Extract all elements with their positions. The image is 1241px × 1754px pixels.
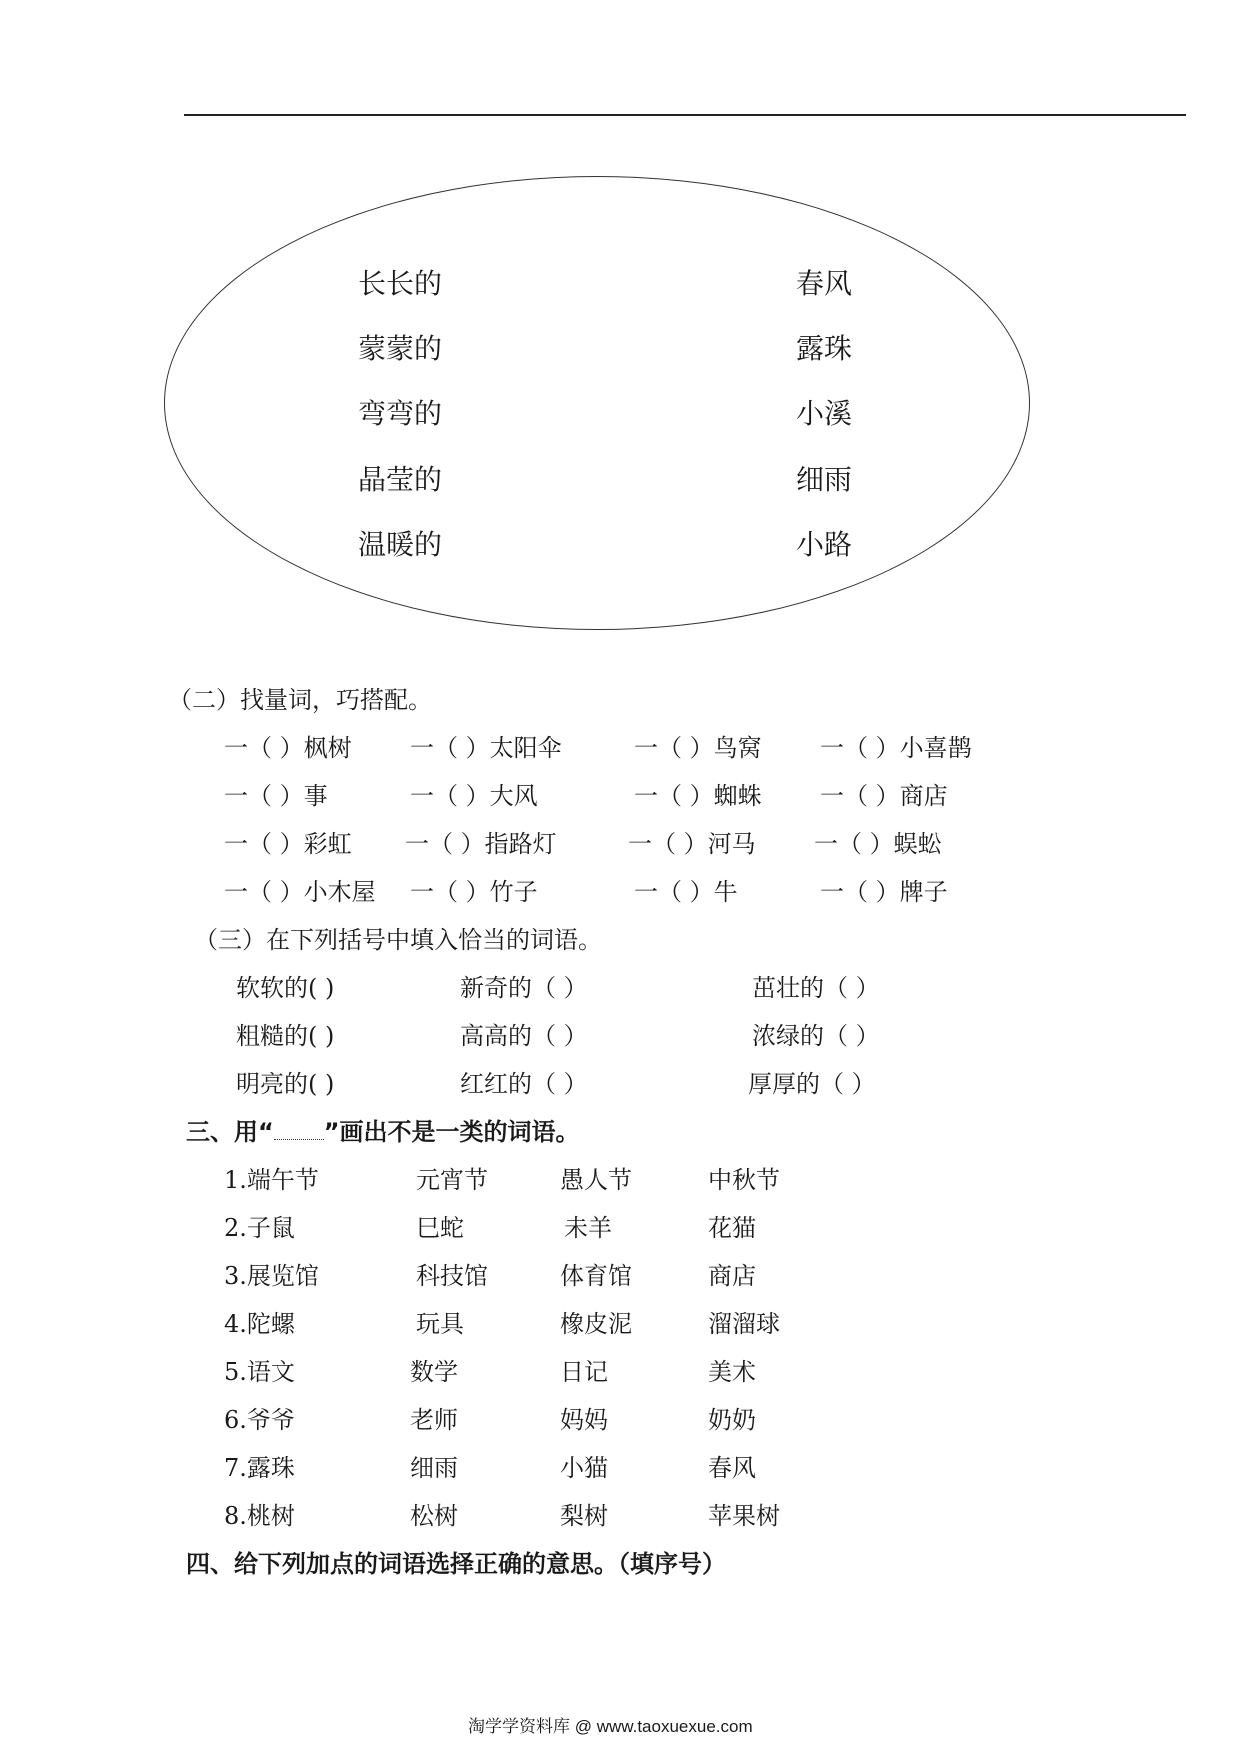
word-group-item: 2.子鼠 xyxy=(224,1214,295,1242)
classifier-item: 一（ ）河马 xyxy=(628,830,756,858)
oval-left-word: 晶莹的 xyxy=(358,463,443,496)
classifier-item: 一（ ）蜘蛛 xyxy=(634,782,762,810)
word-group-item: 梨树 xyxy=(560,1502,608,1530)
classifier-item: 一（ ）小喜鹊 xyxy=(820,734,972,762)
word-group-item: 细雨 xyxy=(410,1454,458,1482)
header-rule xyxy=(184,114,1186,116)
word-group-item: 苹果树 xyxy=(708,1502,780,1530)
classifier-item: 一（ ）竹子 xyxy=(410,878,538,906)
word-group-item: 橡皮泥 xyxy=(560,1310,632,1338)
fill-blank-item: 茁壮的（ ） xyxy=(752,974,880,1002)
word-group-item: 玩具 xyxy=(416,1310,464,1338)
fill-blank-item: 新奇的（ ） xyxy=(460,974,588,1002)
oval-right-word: 小溪 xyxy=(796,397,853,430)
word-group-item: 7.露珠 xyxy=(224,1454,295,1482)
footer-watermark: 淘学学资料库 @ www.taoxuexue.com xyxy=(468,1717,753,1736)
fill-blank-item: 明亮的( ) xyxy=(236,1070,335,1098)
word-group-item: 春风 xyxy=(708,1454,756,1482)
word-group-item: 巳蛇 xyxy=(416,1214,464,1242)
oval-right-word: 春风 xyxy=(796,267,853,300)
classifier-item: 一（ ）牛 xyxy=(634,878,738,906)
word-group-item: 中秋节 xyxy=(708,1166,780,1194)
word-group-item: 妈妈 xyxy=(560,1406,608,1434)
classifier-item: 一（ ）指路灯 xyxy=(405,830,557,858)
part-heading: 四、给下列加点的词语选择正确的意思。（填序号） xyxy=(186,1550,726,1578)
oval-left-word: 弯弯的 xyxy=(358,397,443,430)
word-group-item: 5.语文 xyxy=(224,1358,295,1386)
classifier-item: 一（ ）小木屋 xyxy=(224,878,376,906)
classifier-item: 一（ ）枫树 xyxy=(224,734,352,762)
word-group-item: 商店 xyxy=(708,1262,756,1290)
fill-blank-item: 软软的( ) xyxy=(236,974,335,1002)
classifier-item: 一（ ）蜈蚣 xyxy=(814,830,942,858)
matching-oval xyxy=(164,176,1030,630)
underline-sample xyxy=(274,1117,324,1140)
oval-left-word: 长长的 xyxy=(358,267,443,300)
word-group-item: 愚人节 xyxy=(560,1166,632,1194)
oval-right-word: 小路 xyxy=(796,528,853,561)
word-group-item: 3.展览馆 xyxy=(224,1262,319,1290)
oval-right-word: 露珠 xyxy=(796,332,853,365)
fill-blank-item: 红红的（ ） xyxy=(460,1070,588,1098)
oval-left-word: 温暖的 xyxy=(358,528,443,561)
word-group-item: 科技馆 xyxy=(416,1262,488,1290)
word-group-item: 体育馆 xyxy=(560,1262,632,1290)
classifier-item: 一（ ）彩虹 xyxy=(224,830,352,858)
classifier-item: 一（ ）鸟窝 xyxy=(634,734,762,762)
word-group-item: 4.陀螺 xyxy=(224,1310,295,1338)
word-group-item: 老师 xyxy=(410,1406,458,1434)
word-group-item: 松树 xyxy=(410,1502,458,1530)
classifier-item: 一（ ）牌子 xyxy=(820,878,948,906)
fill-blank-item: 浓绿的（ ） xyxy=(752,1022,880,1050)
word-group-item: 8.桃树 xyxy=(224,1502,295,1530)
word-group-item: 1.端午节 xyxy=(224,1166,319,1194)
word-group-item: 溜溜球 xyxy=(708,1310,780,1338)
oval-right-word: 细雨 xyxy=(796,463,853,496)
fill-blank-item: 粗糙的( ) xyxy=(236,1022,335,1050)
classifier-item: 一（ ）大风 xyxy=(410,782,538,810)
fill-blank-item: 高高的（ ） xyxy=(460,1022,588,1050)
section-heading: （三）在下列括号中填入恰当的词语。 xyxy=(194,926,602,954)
word-group-item: 日记 xyxy=(560,1358,608,1386)
word-group-item: 美术 xyxy=(708,1358,756,1386)
word-group-item: 奶奶 xyxy=(708,1406,756,1434)
word-group-item: 6.爷爷 xyxy=(224,1406,295,1434)
oval-left-word: 蒙蒙的 xyxy=(358,332,443,365)
section-heading: （二）找量词，巧搭配。 xyxy=(168,686,432,714)
word-group-item: 花猫 xyxy=(708,1214,756,1242)
word-group-item: 数学 xyxy=(410,1358,458,1386)
word-group-item: 小猫 xyxy=(560,1454,608,1482)
word-group-item: 未羊 xyxy=(564,1214,612,1242)
part-heading: 三、用“ ”画出不是一类的词语。 xyxy=(186,1118,580,1146)
fill-blank-item: 厚厚的（ ） xyxy=(748,1070,876,1098)
classifier-item: 一（ ）事 xyxy=(224,782,328,810)
classifier-item: 一（ ）太阳伞 xyxy=(410,734,562,762)
word-group-item: 元宵节 xyxy=(416,1166,488,1194)
classifier-item: 一（ ）商店 xyxy=(820,782,948,810)
